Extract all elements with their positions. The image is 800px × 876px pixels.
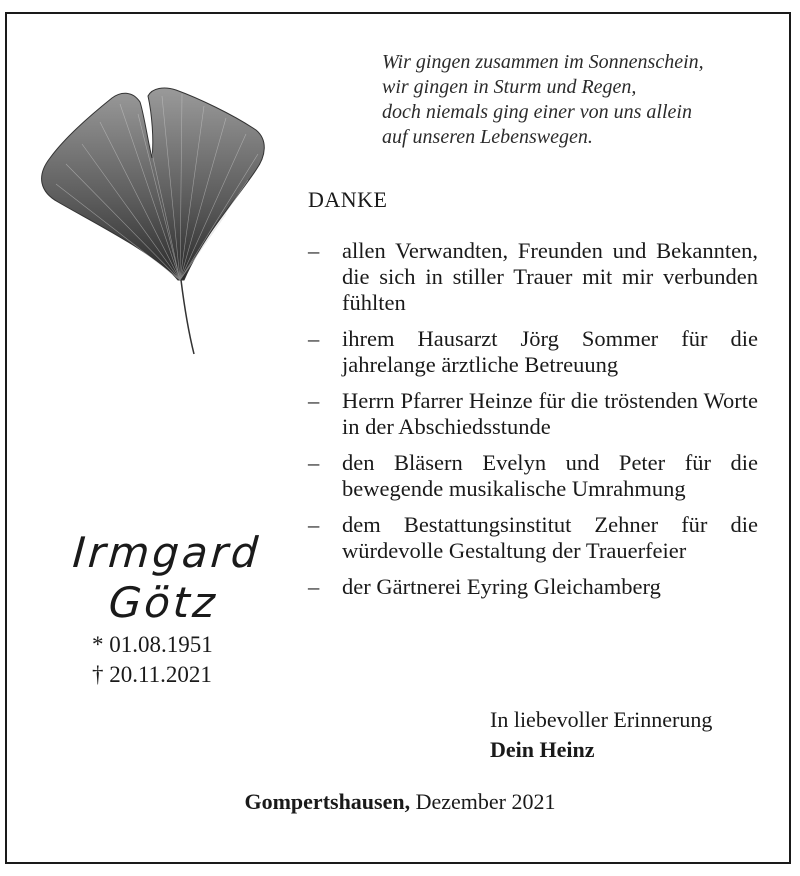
last-name: Götz <box>107 578 220 627</box>
dash-bullet: – <box>308 326 320 351</box>
list-item-text: der Gärtnerei Eyring Gleichamberg <box>342 574 661 599</box>
deceased-name <box>37 528 294 628</box>
poem-line: auf unseren Lebenswegen. <box>382 126 593 148</box>
footer <box>0 789 800 815</box>
list-item <box>308 574 758 600</box>
poem-line: Wir gingen zusammen im Sonnenschein, <box>382 51 704 73</box>
signature: Dein Heinz <box>490 737 595 762</box>
footer-place: Gompertshausen, <box>244 789 411 814</box>
dash-bullet: – <box>308 388 320 413</box>
list-item <box>308 388 758 440</box>
list-item-text: dem Bestattungsinstitut Zehner für die würdevolle Gestaltung der Trauerfeier <box>342 512 758 563</box>
death-date: † 20.11.2021 <box>92 662 212 687</box>
list-item-text: den Bläsern Evelyn und Peter für die bewegende musikalische Umrahmung <box>342 450 758 501</box>
list-item <box>308 512 758 564</box>
poem-line: doch niemals ging einer von uns allein <box>382 101 692 123</box>
list-item <box>308 326 758 378</box>
closing <box>490 705 712 765</box>
list-item <box>308 450 758 502</box>
list-item-text: Herrn Pfarrer Heinze für die tröstenden Worte in der Abschiedsstunde <box>342 388 758 439</box>
dash-bullet: – <box>308 574 320 599</box>
list-item-text: allen Verwandten, Freunden und Bekannten, die sich in stiller Trauer mit mir verbunden fühlten <box>342 238 758 315</box>
list-item-text: ihrem Hausarzt Jörg Sommer für die jahrelange ärztliche Betreuung <box>342 326 758 377</box>
poem <box>382 50 704 150</box>
poem-line: wir gingen in Sturm und Regen, <box>382 76 637 98</box>
closing-line: In liebevoller Erinnerung <box>490 707 713 732</box>
life-dates <box>92 630 213 690</box>
list-item <box>308 238 758 316</box>
dash-bullet: – <box>308 238 320 263</box>
dash-bullet: – <box>308 512 320 537</box>
footer-date: Dezember 2021 <box>415 789 556 814</box>
ginkgo-leaf-icon <box>36 84 268 356</box>
first-name: Irmgard <box>71 528 263 577</box>
heading-danke: DANKE <box>308 187 388 212</box>
thanks-list <box>308 238 758 600</box>
dash-bullet: – <box>308 450 320 475</box>
birth-date: * 01.08.1951 <box>92 632 213 657</box>
